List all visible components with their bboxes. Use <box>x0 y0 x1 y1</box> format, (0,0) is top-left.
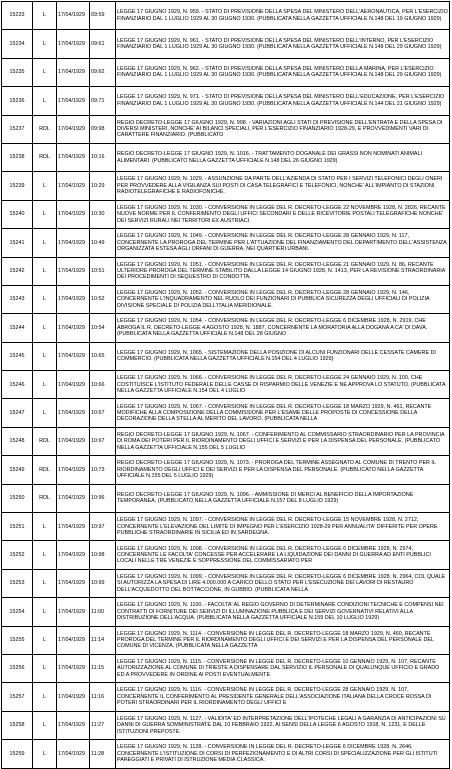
table-row <box>2 285 450 313</box>
record-description-cell: LEGGE 17 GIUGNO 1929, N. 1098. - CONVERSIONE IN LEGGE DEL R. DECRETO-LEGGE 6 DICEMBRE 1928, N. 2974, CONCERNENTE LE FACOLTA' CONCESSE PER ACCELERARE LA LIQUIDAZIONE DEI DANNI DI GUERRA AD ENTI PUBBLICI LOCALI NELLE TRE VENEZIE E SOPPRESSIONE DEL COMMISSARIATO PER <box>116 541 450 569</box>
record-code-cell: 11:28 <box>90 740 116 768</box>
record-description-cell: LEGGE 17 GIUGNO 1929, N. 1054. - CONVERSIONE IN LEGGE DEL R. DECRETO-LEGGE 6 DICEMBRE 1928, N. 2919, CHE ABROGA IL R. DECRETO-LEGGE 4 AGOSTO 1928, N. 1887, CONCERNENTE LA MORATORIA ALLA DOGANA A CA' DI DAVA. (PUBBLICATA NELLA GAZZETTA UFFICIALE N.148 DEL 28 GIUGNO <box>116 314 450 342</box>
record-code-cell: 10:98 <box>90 541 116 569</box>
record-description-cell: LEGGE 17 GIUGNO 1929, N. 1127. - VALIDITA' ED INTERPRETAZIONE DELL'IPOTECHE LEGALI A GARANZIA DI ANTICIPAZIONI SU DANNI DI GUERRA SOMMINISTRATE DAL 10 FEBBRAIO 1922, AI SENSI DELLA LEGGE 6 AGOSTO 1918, N. 1231, E DELLE ISTITUZIONI PREPOSTE. <box>116 711 450 739</box>
record-code-cell: 10:30 <box>90 200 116 228</box>
record-code-cell: 11:15 <box>90 654 116 682</box>
record-date-cell: 17/04/1929 <box>57 2 90 30</box>
record-description-cell: REGIO DECRETO-LEGGE 17 GIUGNO 1929, N. 1016. - TRATTAMENTO DOGANALE DEI GRASSI NON NOMINATI ANIMALI ALIMENTARI. (PUBBLICATO NELLA GAZZETTA UFFICIALE N.148 DEL 26 GIUGNO 1929) <box>116 143 450 171</box>
record-date-cell: 17/04/1929 <box>57 172 90 200</box>
table-row <box>2 569 450 597</box>
record-date-cell: 17/04/1929 <box>57 58 90 86</box>
record-type-cell: RDL <box>33 115 57 143</box>
record-type-cell: L <box>33 626 57 654</box>
record-code-cell: 10:49 <box>90 229 116 257</box>
record-type-cell: L <box>33 513 57 541</box>
record-code-cell: 10:65 <box>90 342 116 370</box>
record-code-cell: 09:98 <box>90 115 116 143</box>
record-number-cell: 15244 <box>2 314 33 342</box>
record-type-cell: L <box>33 711 57 739</box>
record-number-cell: 15246 <box>2 371 33 399</box>
record-date-cell: 17/04/1929 <box>57 711 90 739</box>
record-type-cell: L <box>33 342 57 370</box>
table-row <box>2 598 450 626</box>
record-number-cell: 15239 <box>2 172 33 200</box>
record-description-cell: LEGGE 17 GIUGNO 1929, N. 1115. - CONVERSIONE IN LEGGE DEL R. DECRETO-LEGGE 10 GENNAIO 1929, N. 107, RECANTE AUTORIZZAZIONE AL COMUNE DI TRIESTE A DISPENSARE DAL SERVIZIO IL PERSONALE DI QUALUNQUE UFFICIO E GRADO ED A PROVVEDERE IN ORDINE AI POSTI EVENTUALMENTE <box>116 654 450 682</box>
record-code-cell: 09:61 <box>90 30 116 58</box>
record-code-cell: 09:62 <box>90 58 116 86</box>
record-date-cell: 17/04/1929 <box>57 285 90 313</box>
record-number-cell: 15252 <box>2 541 33 569</box>
records-table <box>1 1 450 769</box>
table-row <box>2 371 450 399</box>
record-type-cell: L <box>33 541 57 569</box>
table-row <box>2 399 450 427</box>
record-number-cell: 15257 <box>2 683 33 711</box>
table-row <box>2 257 450 285</box>
record-date-cell: 17/04/1929 <box>57 143 90 171</box>
record-code-cell: 10:66 <box>90 371 116 399</box>
record-description-cell: LEGGE 17 GIUGNO 1929, N. 1030. - CONVERSIONE IN LEGGE DEL R. DECRETO-LEGGE 22 NOVEMBRE 1928, N. 2826, RECANTE NUOVE NORME PER IL CONFERIMENTO DEGLI UFFICI SECONDARI E DELLE RICEVITORIE POSTALI TELEGRAFICHE NONCHE' DEI SERVIZI RURALI NEI TERRITORI EX AUSTRIACI. <box>116 200 450 228</box>
record-description-cell: LEGGE 17 GIUGNO 1929, N. 1066. - CONVERSIONE IN LEGGE DEL R. DECRETO-LEGGE 24 GENNAIO 1929, N. 100, CHE COSTITUISCE L'ISTITUTO FEDERALE DELLE CASSE DI RISPARMIO DELLE VENEZIE E NE APPROVA LO STATUTO. (PUBBLICATA NELLA GAZZETTA UFFICIALE N.154 DEL 4 LUGLIO <box>116 371 450 399</box>
record-code-cell: 10:54 <box>90 314 116 342</box>
record-code-cell: 10:99 <box>90 569 116 597</box>
record-number-cell: 15259 <box>2 740 33 768</box>
record-description-cell: LEGGE 17 GIUGNO 1929, N. 1114. - CONVERSIONE IN LEGGE DEL R. DECRETO-LEGGE 18 MARZO 1929, N. 460, RECANTE PROROGA DEL TERMINE PER IL RIORDINAMENTO DEGLI UFFICI E DEI SERVIZI E PER LA DISPENSA DEL PERSONALE DEL COMUNE DI VICENZA. (PUBBLICATA NELLA GAZZETTA <box>116 626 450 654</box>
record-type-cell: L <box>33 87 57 115</box>
record-type-cell: RDL <box>33 143 57 171</box>
record-number-cell: 15251 <box>2 513 33 541</box>
record-description-cell: LEGGE 17 GIUGNO 1929, N. 959. - STATO DI PREVISIONE DELLA SPESA DEL MINISTERO DELL'AERONAUTICA, PER L'ESERCIZIO FINANZIARIO DAL 1 LUGLIO 1929 AL 30 GIUGNO 1930. (PUBBLICATA NELLA GAZZETTA UFFICIALE N.148 DEL 19 GIUGNO 1929) <box>116 2 450 30</box>
record-description-cell: LEGGE 17 GIUGNO 1929, N. 1065. - SISTEMAZIONE DELLA POSIZIONE DI ALCUNI FUNZIONARI DELLE CESSATE CAMERE DI COMMERCIO. (PUBBLICATA NELLA GAZZETTA UFFICIALE N.154 DEL 4 LUGLIO 1929) <box>116 342 450 370</box>
record-code-cell: 11:16 <box>90 683 116 711</box>
record-description-cell: LEGGE 17 GIUGNO 1929, N. 1029. - ASSUNZIONE DA PARTE DELL'AZIENDA DI STATO PER I SERVIZI TELEFONICI DEGLI ONERI PER PROVVEDERE ALLA VIGILANZA SUI POSTI DI CASA TELEGRAFICI E TELEFONICI, NONCHE' ALL'IMPIANTO DI STAZIONI RADIOTELEGRAFICHE E RADIOFONICHE. <box>116 172 450 200</box>
record-type-cell: L <box>33 58 57 86</box>
record-description-cell: REGIO DECRETO-LEGGE 17 GIUGNO 1929, N. 1073. - PROROGA DEL TERMINE ASSEGNATO AL COMUNE DI TRENTO PER IL RIORDINAMENTO DEGLI UFFICI E DEI SERVIZI E PER LA DISPENSA DEL PERSONALE. (PUBBLICATO NELLA GAZZETTA UFFICIALE N.155 DEL 5 LUGLIO 1929) <box>116 456 450 484</box>
record-type-cell: L <box>33 30 57 58</box>
record-description-cell: LEGGE 17 GIUGNO 1929, N. 1051. - CONVERSIONE IN LEGGE DEL R. DECRETO-LEGGE 21 GENNAIO 1929, N. 86, RECANTE ULTERIORE PROROGA DEL TERMINE STABILITO DALLA LEGGE 14 GIUGNO 1928, N. 1413, PER LA REVISIONE STRAORDINARIA DEI PROCEDIMENTI DI SEQUESTRO DI CONDOTTA. <box>116 257 450 285</box>
record-code-cell: 10:29 <box>90 172 116 200</box>
record-description-cell: REGIO DECRETO-LEGGE 17 GIUGNO 1929, N. 1096. - AMMISSIONE DI MERCI AL BENEFICIO DELLA IMPORTAZIONE TEMPORANEA. (PUBBLICATO NELLA GAZZETTA UFFICIALE N.157 DEL 8 LUGLIO 1929) <box>116 484 450 512</box>
record-type-cell: RDL <box>33 427 57 455</box>
record-number-cell: 15258 <box>2 711 33 739</box>
record-date-cell: 17/04/1929 <box>57 541 90 569</box>
record-type-cell: L <box>33 371 57 399</box>
record-type-cell: RDL <box>33 456 57 484</box>
record-code-cell: 11:00 <box>90 598 116 626</box>
record-code-cell: 09:71 <box>90 87 116 115</box>
record-type-cell: L <box>33 654 57 682</box>
record-number-cell: 15242 <box>2 257 33 285</box>
record-date-cell: 17/04/1929 <box>57 399 90 427</box>
table-row <box>2 87 450 115</box>
record-date-cell: 17/04/1929 <box>57 456 90 484</box>
record-type-cell: L <box>33 598 57 626</box>
table-row <box>2 58 450 86</box>
record-code-cell: 10:67 <box>90 399 116 427</box>
record-number-cell: 15253 <box>2 569 33 597</box>
record-number-cell: 15238 <box>2 143 33 171</box>
record-date-cell: 17/04/1929 <box>57 683 90 711</box>
record-date-cell: 17/04/1929 <box>57 229 90 257</box>
record-number-cell: 15237 <box>2 115 33 143</box>
record-number-cell: 15256 <box>2 654 33 682</box>
record-number-cell: 15248 <box>2 427 33 455</box>
record-code-cell: 09:59 <box>90 2 116 30</box>
record-date-cell: 17/04/1929 <box>57 427 90 455</box>
table-row <box>2 342 450 370</box>
table-row <box>2 626 450 654</box>
record-description-cell: LEGGE 17 GIUGNO 1929, N. 1052. - CONVERSIONE IN LEGGE DEL R. DECRETO-LEGGE 28 GENNAIO 1929, N. 146, CONCERNENTE L'INQUADRAMENTO NEL RUOLO DEI FUNZIONARI DI PUBBLICA SICUREZZA DEGLI UFFICIALI DI POLIZIA DIVISIONE SPECIALE DI POLIZIA DELL'ITALIA MERIDIONALE. <box>116 285 450 313</box>
records-table-body <box>2 2 450 769</box>
record-date-cell: 17/04/1929 <box>57 484 90 512</box>
record-description-cell: REGIO DECRETO-LEGGE 17 GIUGNO 1929, N. 1067. - CONFERIMENTO AL COMMISSARIO STRAORDINARIO PER LA PROVINCIA DI ROMA DEI POTERI PER IL RIORDINAMENTO DEGLI UFFICI E SERVIZI E PER LA DISPENSA DEL PERSONALE. (PUBBLICATO NELLA GAZZETTA UFFICIALE N.155 DEL 5 LUGLIO <box>116 427 450 455</box>
record-date-cell: 17/04/1929 <box>57 314 90 342</box>
record-number-cell: 15255 <box>2 626 33 654</box>
record-type-cell: L <box>33 740 57 768</box>
record-description-cell: LEGGE 17 GIUGNO 1929, N. 1128. - CONVERSIONE IN LEGGE DEL R. DECRETO-LEGGE 6 DICEMBRE 1928, N. 2646, CONCERNENTE L'ISTITUZIONE DI CORSI DI PERFEZIONAMENTO E DI ALTRI CORSI DI SPECIALIZZAZIONE PER GLI ISTITUTI PAREGGIATI E PRIVATI DI ISTRUZIONE MEDIA CLASSICA. <box>116 740 450 768</box>
table-row <box>2 683 450 711</box>
record-type-cell: L <box>33 314 57 342</box>
table-row <box>2 172 450 200</box>
record-type-cell: L <box>33 285 57 313</box>
record-description-cell: LEGGE 17 GIUGNO 1929, N. 1099. - CONVERSIONE IN LEGGE DEL R. DECRETO-LEGGE 6 DICEMBRE 1928, N. 2964, COL QUALE SI AUTORIZZA LA SPESA DI LIRE 4.000.000 A CARICO DELLO STATO PER L'ESECUZIONE DEI LAVORI DI RESTAURO DELL'ACQUEDOTTO DEL BOTTACCIONE, IN GUBBIO. (PUBBLICATA NELLA <box>116 569 450 597</box>
table-row <box>2 229 450 257</box>
record-number-cell: 15235 <box>2 58 33 86</box>
table-row <box>2 740 450 768</box>
table-row <box>2 484 450 512</box>
record-number-cell: 15254 <box>2 598 33 626</box>
record-number-cell: 15249 <box>2 456 33 484</box>
record-date-cell: 17/04/1929 <box>57 87 90 115</box>
record-code-cell: 10:16 <box>90 143 116 171</box>
table-row <box>2 541 450 569</box>
record-type-cell: RDL <box>33 484 57 512</box>
record-type-cell: L <box>33 257 57 285</box>
record-date-cell: 17/04/1929 <box>57 257 90 285</box>
record-code-cell: 10:52 <box>90 285 116 313</box>
record-description-cell: LEGGE 17 GIUGNO 1929, N. 971. - STATO DI PREVISIONE DELLA SPESA DEL MINISTERO DELL'EDUCAZIONE, PER L'ESERCIZIO FINANZIARIO DAL 1 LUGLIO 1929 AL 30 GIUGNO 1930. (PUBBLICATA NELLA GAZZETTA UFFICIALE N.144 DEL 21 GIUGNO 1929) <box>116 87 450 115</box>
record-description-cell: LEGGE 17 GIUGNO 1929, N. 1067. - CONVERSIONE IN LEGGE DEL R. DECRETO-LEGGE 18 MARZO 1929, N. 461, RECANTE MODIFICHE ALLA COMPOSIZIONE DELLA COMMISSIONE PER L'ESAME DELLE PROPOSTE DI CONCESSIONE DELLA DECORAZIONE DELLA STELLA AL MERITO DEL LAVORO. (PUBBLICATA NELLA <box>116 399 450 427</box>
record-description-cell: LEGGE 17 GIUGNO 1929, N. 1100. - FACOLTA' AL REGIO GOVERNO DI DETERMINARE CONDIZIONI TECNICHE E COMPENSI NEI CONTRATTI DI FORNITURE DEI SERVIZI DI ILLUMINAZIONE PUBBLICA E DEI SERVIZI GOVERNATIVI RELATIVI ALLA DISTRIBUZIONE DELL'ACQUA. (PUBBLICATA NELLA GAZZETTA UFFICIALE N.159 DEL 10 LUGLIO 1929) <box>116 598 450 626</box>
record-type-cell: L <box>33 229 57 257</box>
record-number-cell: 15247 <box>2 399 33 427</box>
record-description-cell: LEGGE 17 GIUGNO 1929, N. 1097. - CONVERSIONE IN LEGGE DEL R. DECRETO-LEGGE 15 NOVEMBRE 1928, N. 2712, CONCERNENTE L'ELEVAZIONE DEL LIMITE DI IMPEGNO PER L'ESERCIZIO 1928-29 PER ANNUALITA' DIFFERITE PER OPERE PUBBLICHE STRAORDINARIE IN SICILIA ED IN SARDEGNA. <box>116 513 450 541</box>
table-row <box>2 427 450 455</box>
table-row <box>2 115 450 143</box>
record-description-cell: LEGGE 17 GIUGNO 1929, N. 962. - STATO DI PREVISIONE DELLA SPESA DEL MINISTERO DELLA MARINA, PER L'ESERCIZIO FINANZIARIO DAL 1 LUGLIO 1929 AL 30 GIUGNO 1930. (PUBBLICATA NELLA GAZZETTA UFFICIALE N.148 DEL 29 GIUGNO 1929) <box>116 58 450 86</box>
record-date-cell: 17/04/1929 <box>57 513 90 541</box>
record-type-cell: L <box>33 569 57 597</box>
record-type-cell: L <box>33 172 57 200</box>
record-code-cell: 10:96 <box>90 484 116 512</box>
record-number-cell: 15250 <box>2 484 33 512</box>
record-date-cell: 17/04/1929 <box>57 598 90 626</box>
record-number-cell: 15245 <box>2 342 33 370</box>
record-number-cell: 15236 <box>2 87 33 115</box>
table-row <box>2 456 450 484</box>
table-row <box>2 143 450 171</box>
record-number-cell: 15243 <box>2 285 33 313</box>
table-row <box>2 2 450 30</box>
record-code-cell: 10:97 <box>90 513 116 541</box>
record-description-cell: LEGGE 17 GIUGNO 1929, N. 961. - STATO DI PREVISIONE DELLA SPESA DEL MINISTERO DELL'INTERNO, PER L'ESERCIZIO FINANZIARIO DAL 1 LUGLIO 1929 AL 30 GIUGNO 1930. (PUBBLICATA NELLA GAZZETTA UFFICIALE N.148 DEL 29 GIUGNO 1929) <box>116 30 450 58</box>
record-type-cell: L <box>33 200 57 228</box>
record-description-cell: LEGGE 17 GIUGNO 1929, N. 1049. - CONVERSIONE IN LEGGE DEL R. DECRETO-LEGGE 28 GENNAIO 1929, N. 117, CONCERNENTE LA PROROGA DEL TERMINE PER L'ATTUAZIONE DEL FINANZIAMENTO DEL DEPARTIMENTO DELL'ASSISTENZA ORGANIZZATA ESTESA AGLI ORFANI DI GUERRA, NEI QUARTIERI URBANI. <box>116 229 450 257</box>
record-number-cell: 15240 <box>2 200 33 228</box>
record-code-cell: 11:14 <box>90 626 116 654</box>
record-description-cell: LEGGE 17 GIUGNO 1929, N. 1116. - CONVERSIONE IN LEGGE DEL R. DECRETO-LEGGE 28 GENNAIO 1929, N. 107, CONCERNENTE IL CONFERIMENTO AL PRESIDENTE GENERALE DELL'ASSOCIAZIONE ITALIANA DELLA CROCE ROSSA DI POTERI STRAORDINARI PER IL RIORDINAMENTO DEGLI UFFICI E <box>116 683 450 711</box>
record-description-cell: REGIO DECRETO-LEGGE 17 GIUGNO 1929, N. 998. - VARIAZIONI AGLI STATI DI PREVISIONE DELL'ENTRATA E DELLA SPESA DI DIVERSI MINISTERI, NONCHE' AI BILANCI SPECIALI, PER L'ESERCIZIO FINANZIARIO 1928-29, E PROVVEDIMENTI VARI DI CARATTERE FINANZIARIO. (PUBBLICATO <box>116 115 450 143</box>
record-date-cell: 17/04/1929 <box>57 740 90 768</box>
record-code-cell: 11:27 <box>90 711 116 739</box>
record-number-cell: 15233 <box>2 2 33 30</box>
record-type-cell: L <box>33 2 57 30</box>
record-number-cell: 15234 <box>2 30 33 58</box>
table-row <box>2 200 450 228</box>
record-number-cell: 15241 <box>2 229 33 257</box>
record-date-cell: 17/04/1929 <box>57 115 90 143</box>
table-row <box>2 711 450 739</box>
table-row <box>2 654 450 682</box>
record-code-cell: 10:51 <box>90 257 116 285</box>
record-date-cell: 17/04/1929 <box>57 371 90 399</box>
record-date-cell: 17/04/1929 <box>57 654 90 682</box>
table-row <box>2 30 450 58</box>
record-date-cell: 17/04/1929 <box>57 626 90 654</box>
record-date-cell: 17/04/1929 <box>57 200 90 228</box>
record-date-cell: 17/04/1929 <box>57 569 90 597</box>
record-date-cell: 17/04/1929 <box>57 342 90 370</box>
record-date-cell: 17/04/1929 <box>57 30 90 58</box>
record-code-cell: 10:67 <box>90 427 116 455</box>
record-type-cell: L <box>33 399 57 427</box>
table-row <box>2 513 450 541</box>
record-type-cell: L <box>33 683 57 711</box>
table-row <box>2 314 450 342</box>
record-code-cell: 10:73 <box>90 456 116 484</box>
